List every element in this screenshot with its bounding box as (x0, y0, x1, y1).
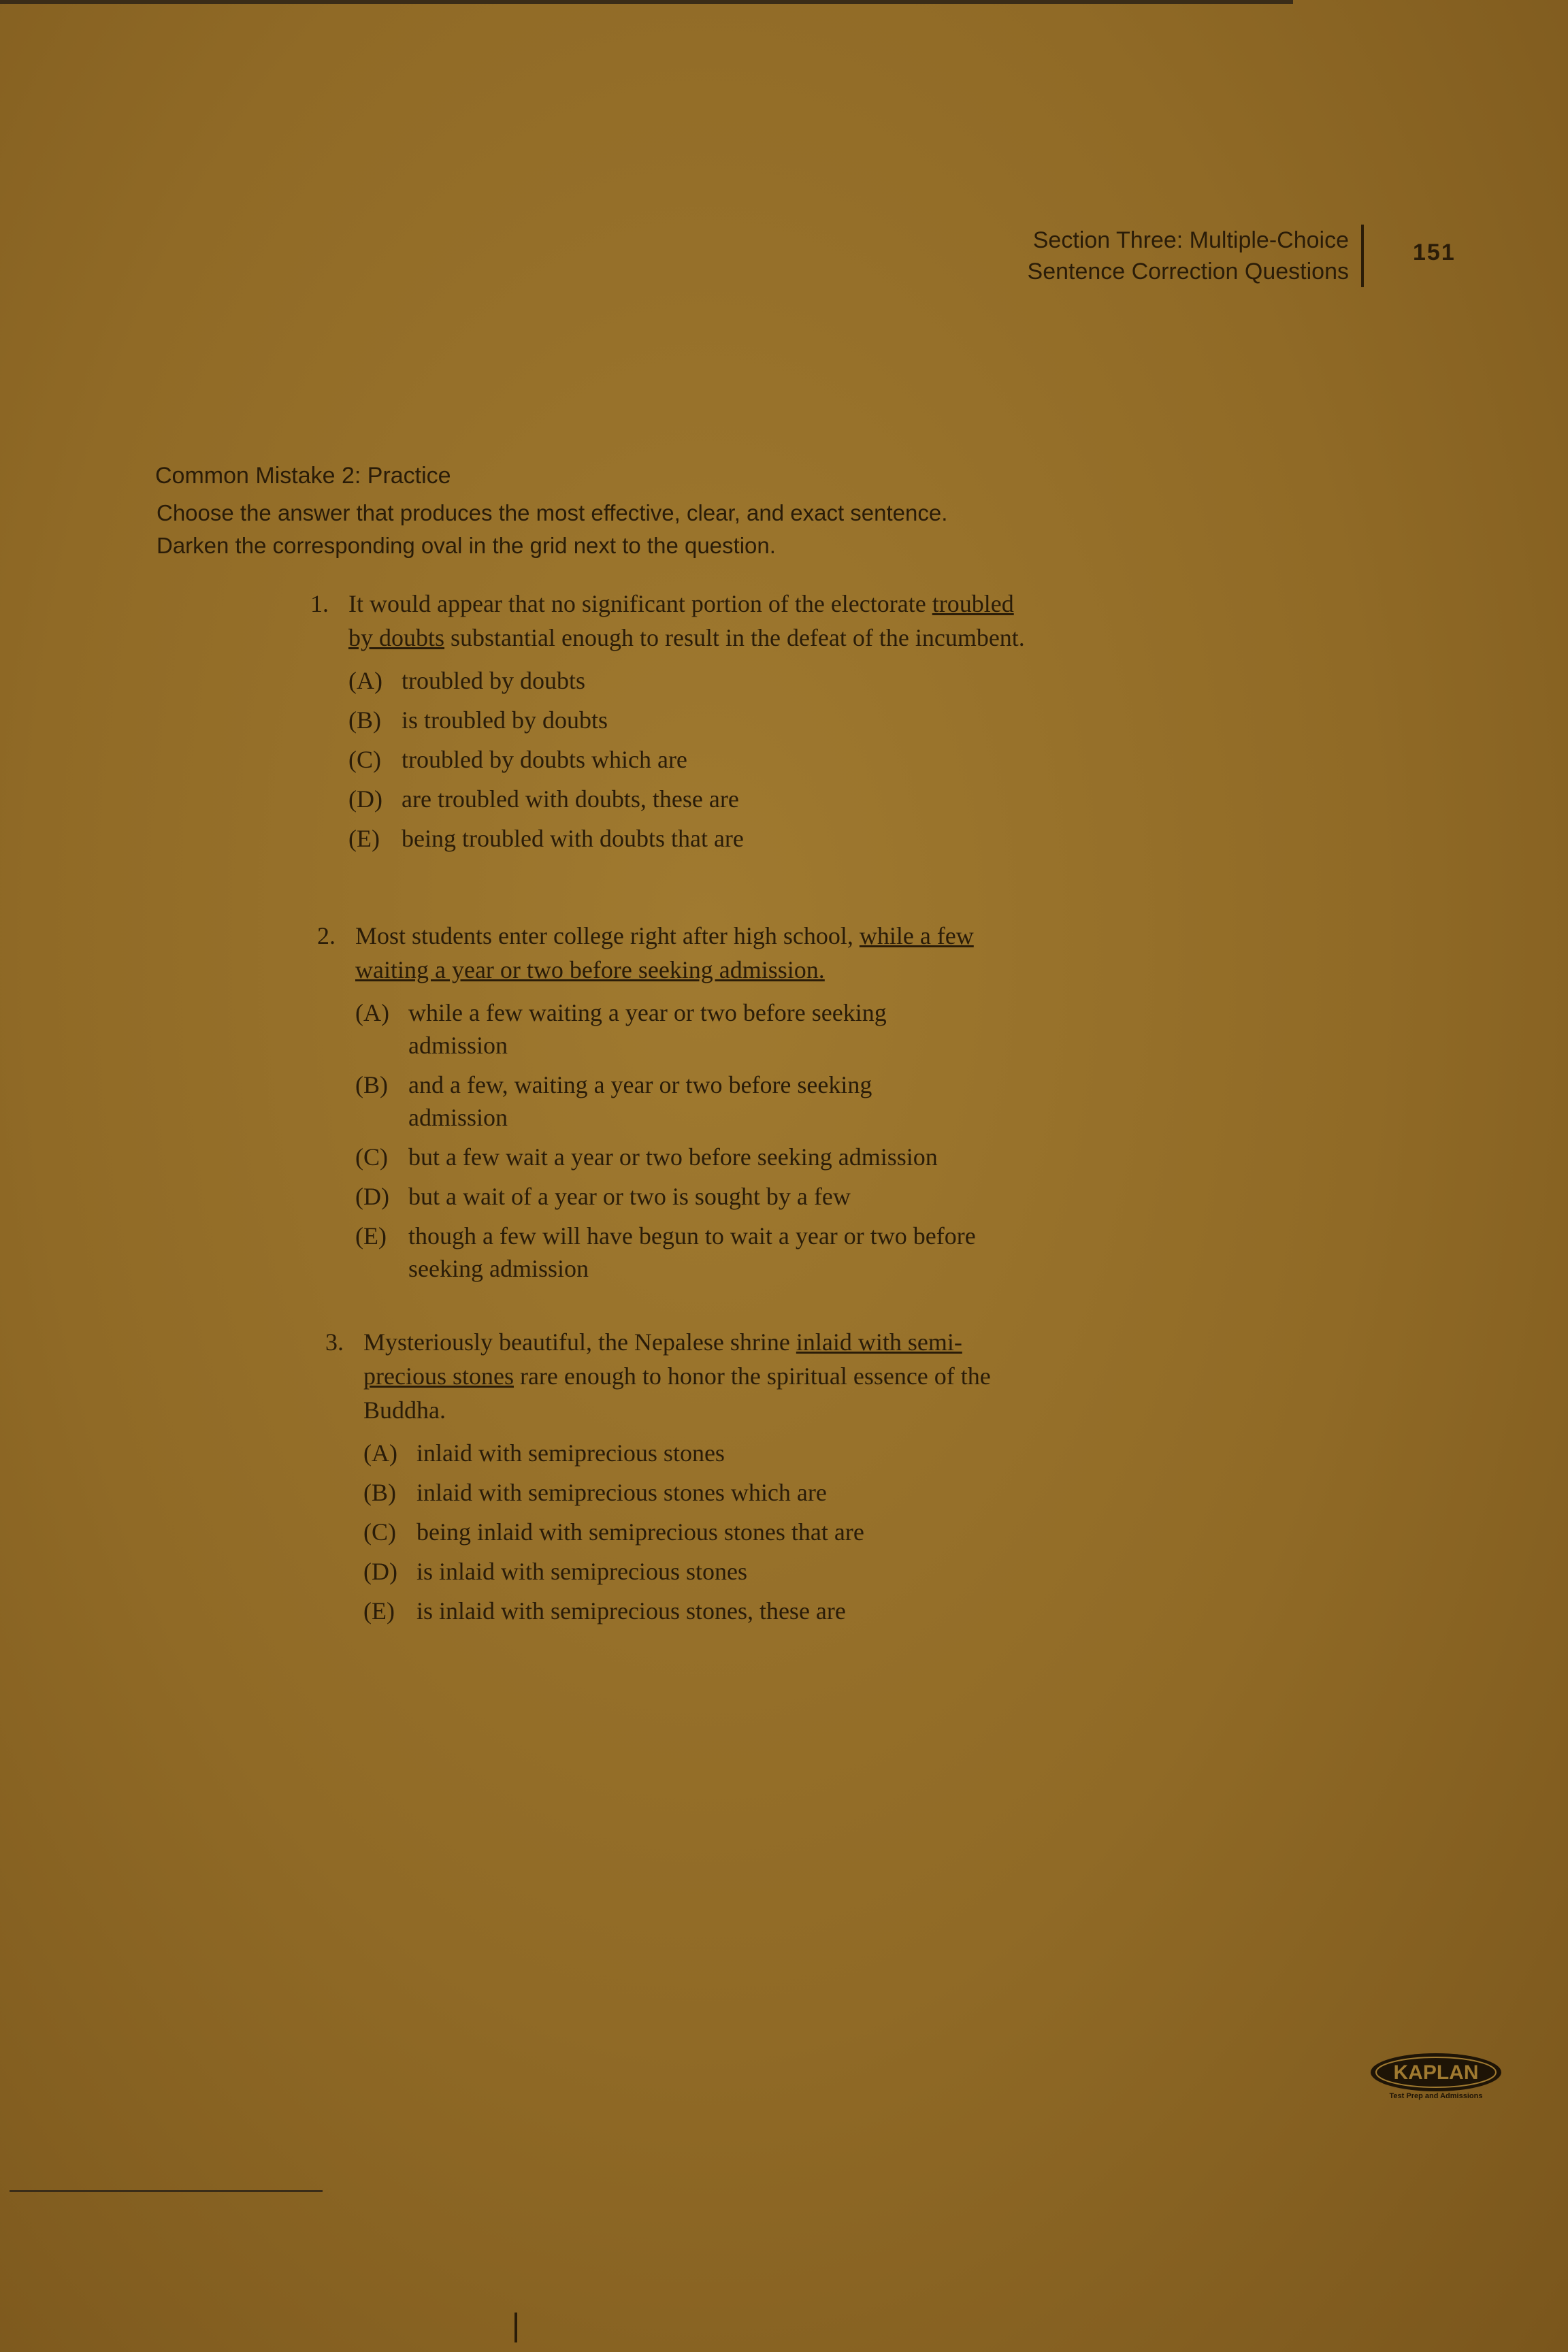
choice-text: is troubled by doubts (402, 706, 608, 734)
question-number: 3. (325, 1328, 344, 1356)
question-number: 1. (310, 590, 329, 617)
running-header (1028, 225, 1364, 287)
page-top-edge (0, 0, 1293, 4)
choice-text: but a few wait a year or two before seeking admission (408, 1143, 938, 1171)
answer-choice-a[interactable] (363, 1437, 1017, 1469)
stem-before: Mysteriously beautiful, the Nepalese shrine (363, 1328, 796, 1356)
stem-before: It would appear that no significant portion of the electorate (348, 590, 932, 617)
answer-choice-b[interactable] (363, 1476, 1017, 1509)
choice-label: (B) (348, 706, 381, 734)
choice-text: is inlaid with semiprecious stones (416, 1558, 747, 1585)
question-stem (310, 587, 1029, 655)
choice-text: inlaid with semiprecious stones (416, 1439, 725, 1467)
choice-label: (D) (348, 785, 382, 813)
answer-choice-d[interactable] (355, 1180, 1036, 1213)
bottom-rule (10, 2190, 323, 2192)
choice-label: (E) (348, 825, 380, 852)
choice-label: (D) (363, 1558, 397, 1585)
stem-after: substantial enough to result in the defeat of the incumbent. (444, 624, 1025, 651)
page-number: 151 (1413, 240, 1456, 265)
choice-label: (D) (355, 1183, 389, 1210)
stem-after: rare enough to honor the spiritual essence of the Buddha. (363, 1362, 991, 1424)
section-title-line2: Sentence Correction Questions (1027, 259, 1349, 284)
logo-tagline: Test Prep and Admissions (1389, 2092, 1483, 2100)
choice-label: (A) (363, 1439, 397, 1467)
answer-choices (355, 996, 1036, 1285)
choice-text: being troubled with doubts that are (402, 825, 744, 852)
kaplan-logo (1368, 2052, 1504, 2101)
choice-text: though a few will have begun to wait a year or two before seeking admission (408, 1222, 976, 1282)
choice-label: (A) (355, 999, 389, 1026)
logo-wordmark: KAPLAN (1393, 2061, 1479, 2084)
choice-label: (C) (363, 1518, 396, 1546)
practice-title: Common Mistake 2: Practice (155, 463, 451, 489)
answer-choice-a[interactable] (355, 996, 1036, 1062)
answer-choice-d[interactable] (363, 1555, 1017, 1588)
answer-choices (348, 664, 1029, 855)
stem-before: Most students enter college right after high school, (355, 922, 860, 949)
stem-underlined: inlaid with semi-precious stones (363, 1328, 962, 1390)
question-2 (317, 919, 1036, 1292)
answer-choice-b[interactable] (348, 704, 1029, 736)
answer-choice-e[interactable] (355, 1220, 1036, 1285)
choice-text: are troubled with doubts, these are (402, 785, 739, 813)
answer-choice-e[interactable] (348, 822, 1029, 855)
answer-choice-a[interactable] (348, 664, 1029, 697)
choice-label: (B) (363, 1479, 396, 1506)
choice-text: troubled by doubts which are (402, 746, 687, 773)
choice-label: (B) (355, 1071, 388, 1098)
question-stem (317, 919, 1036, 987)
choice-text: and a few, waiting a year or two before seeking admission (408, 1071, 872, 1131)
stem-underlined: while a few waiting a year or two before seeking admission. (355, 922, 974, 983)
answer-choices (363, 1437, 1017, 1627)
question-stem-text (363, 1325, 1017, 1427)
question-number: 2. (317, 922, 336, 949)
question-1 (310, 587, 1029, 862)
choice-text: but a wait of a year or two is sought by a few (408, 1183, 851, 1210)
choice-text: inlaid with semiprecious stones which are (416, 1479, 827, 1506)
choice-label: (E) (355, 1222, 387, 1250)
choice-text: while a few waiting a year or two before seeking admission (408, 999, 887, 1059)
question-3 (325, 1325, 1017, 1634)
choice-label: (E) (363, 1597, 395, 1624)
answer-choice-c[interactable] (363, 1516, 1017, 1548)
question-stem-text (348, 587, 1029, 655)
answer-choice-d[interactable] (348, 783, 1029, 815)
choice-label: (A) (348, 667, 382, 694)
answer-choice-e[interactable] (363, 1595, 1017, 1627)
choice-label: (C) (348, 746, 381, 773)
answer-choice-c[interactable] (355, 1141, 1036, 1173)
question-stem-text (355, 919, 1036, 987)
choice-text: troubled by doubts (402, 667, 585, 694)
stem-underlined: troubled by doubts (348, 590, 1014, 651)
choice-text: being inlaid with semiprecious stones that are (416, 1518, 864, 1546)
answer-choice-c[interactable] (348, 743, 1029, 776)
answer-choice-b[interactable] (355, 1068, 1036, 1134)
practice-instructions: Choose the answer that produces the most effective, clear, and exact sentence. Darken the corresponding oval in the grid next to the question. (157, 500, 948, 558)
bottom-tick-mark (514, 2313, 517, 2342)
question-stem (325, 1325, 1017, 1427)
choice-label: (C) (355, 1143, 388, 1171)
choice-text: is inlaid with semiprecious stones, these are (416, 1597, 846, 1624)
section-title-line1: Section Three: Multiple-Choice (1032, 227, 1349, 253)
